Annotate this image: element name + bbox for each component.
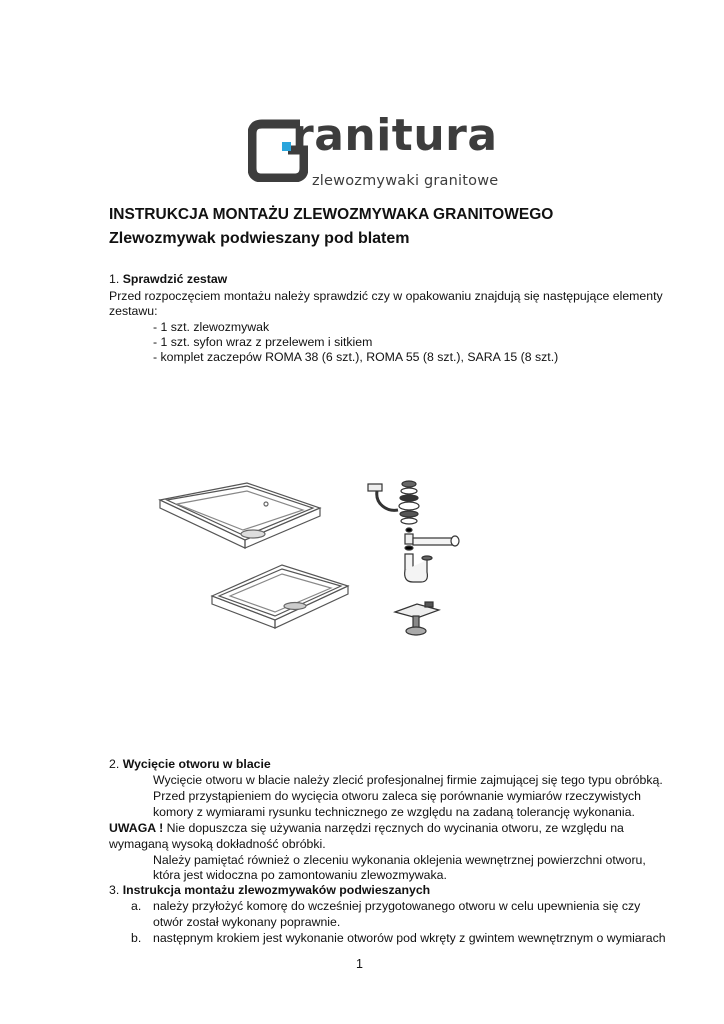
list-item: należy przyłożyć komorę do wcześniej przygotowanego otworu w celu upewnienia się czy	[153, 899, 641, 913]
list-item-cont: otwór został wykonany poprawnie.	[153, 915, 341, 929]
section1-intro-cont: zestawu:	[109, 304, 158, 318]
logo-brand: ranitura	[292, 110, 498, 161]
granitura-logo	[248, 110, 499, 194]
section2-text: komory z wymiarami rysunku technicznego ze względu na zadaną tolerancję wykonania.	[153, 805, 635, 819]
page-number: 1	[356, 957, 363, 971]
list-marker: a.	[131, 899, 142, 913]
siphon-drawing	[368, 481, 459, 582]
warning-label: UWAGA !	[109, 821, 164, 835]
warning-note: UWAGA ! Nie dopuszcza się używania narzędzi ręcznych do wycinania otworu, ze względu na	[109, 821, 624, 835]
section2-text: Wycięcie otworu w blacie należy zlecić profesjonalnej firmie zajmującej się tego typu obróbką.	[153, 773, 663, 787]
section2-text: która jest widoczna po zamontowaniu zlewozmywaka.	[153, 868, 447, 882]
logo-accent-square	[282, 142, 291, 151]
list-item: - 1 szt. zlewozmywak	[153, 320, 270, 334]
document-title: INSTRUKCJA MONTAŻU ZLEWOZMYWAKA GRANITOWEGO	[109, 206, 554, 223]
section2-text: Należy pamiętać również o zleceniu wykonania oklejenia wewnętrznej powierzchni otworu,	[153, 853, 646, 867]
section1-intro: Przed rozpoczęciem montażu należy sprawdzić czy w opakowaniu znajdują się następujące elementy	[109, 289, 663, 303]
list-item: - komplet zaczepów ROMA 38 (6 szt.), ROMA 55 (8 szt.), SARA 15 (8 szt.)	[153, 350, 559, 364]
logo-tagline: zlewozmywaki granitowe	[312, 173, 499, 189]
kit-contents-illustration	[155, 478, 475, 648]
section2-text: Przed przystąpieniem do wycięcia otworu zaleca się porównanie wymiarów rzeczywistych	[153, 789, 641, 803]
section1-heading: 1. Sprawdzić zestaw	[109, 272, 228, 286]
mounting-clip-drawing	[395, 602, 439, 635]
sink-large-drawing	[160, 483, 320, 548]
list-item: - 1 szt. syfon wraz z przelewem i sitkiem	[153, 335, 373, 349]
document-subtitle: Zlewozmywak podwieszany pod blatem	[109, 230, 410, 247]
sink-small-drawing	[212, 565, 348, 628]
list-marker: b.	[131, 931, 142, 945]
list-item: następnym krokiem jest wykonanie otworów pod wkręty z gwintem wewnętrznym o wymiarach	[153, 931, 666, 945]
section3-heading: 3. Instrukcja montażu zlewozmywaków podwieszanych	[109, 883, 431, 897]
warning-note-cont: wymaganą wysoką dokładność obróbki.	[109, 837, 326, 851]
section2-heading: 2. Wycięcie otworu w blacie	[109, 757, 271, 771]
